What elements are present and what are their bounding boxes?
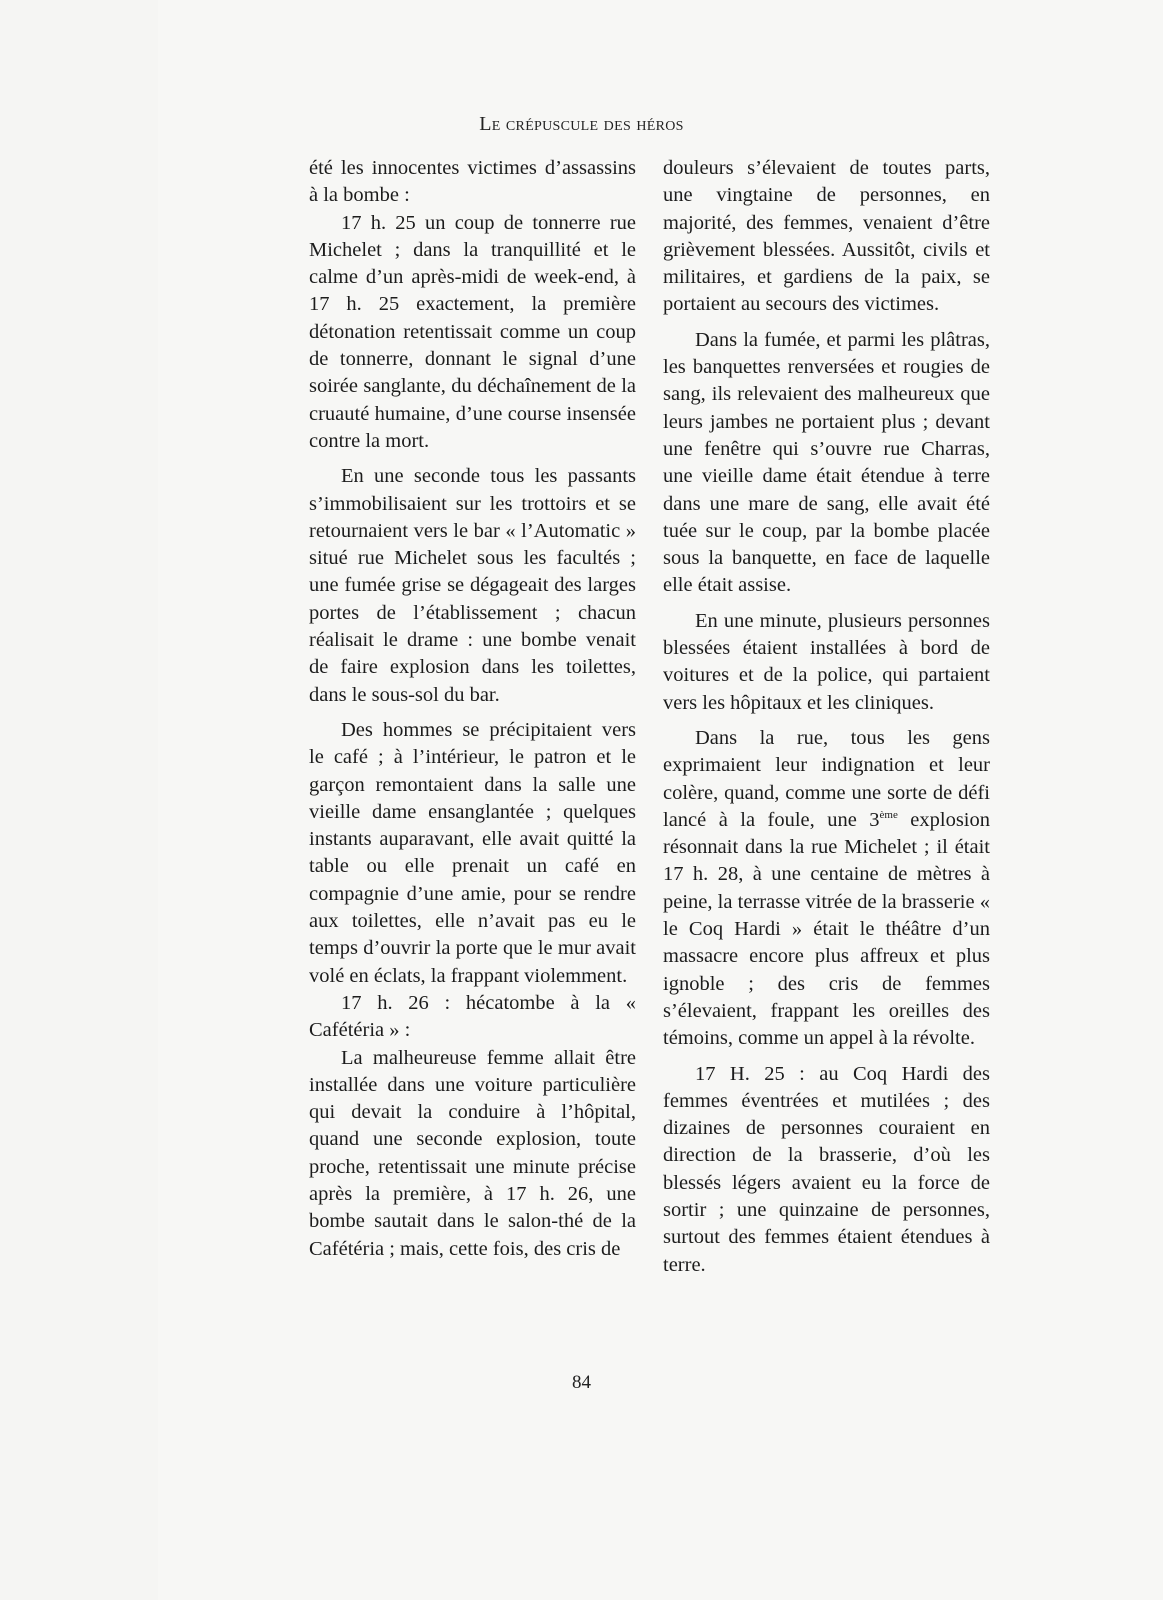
section-heading-paragraph: 17 h. 26 : hécatombe à la « Cafétéria » : (309, 991, 636, 1042)
paragraph: La malheureuse femme allait être installée dans une voiture particulière qui devait la conduire à l’hôpital, quand une seconde explosion, toute proche, retentissait une minute précise après la première, à 17 h. 26, une bombe sautait dans le salon-thé de la Cafétéria ; mais, cette fois, des cris de (309, 1046, 636, 1260)
paragraph: En une minute, plusieurs personnes blessées étaient installées à bord de voitures et de la police, qui partaient vers les hôpitaux et les cliniques. (663, 609, 990, 714)
paragraph: En une seconde tous les passants s’immobilisaient sur les trottoirs et se retournaient vers le bar « l’Automatic » situé rue Michelet sous les facultés ; une fumée grise se dégageait des larges portes de l’établissement ; chacun réalisait le drame : une bombe venait de faire explosion dans les toilettes, dans le sous-sol du bar. (309, 465, 636, 706)
paragraph: Dans la fumée, et parmi les plâtras, les banquettes renversées et rougies de sang, ils relevaient des malheureux que leurs jambes ne portaient plus ; devant une fenêtre qui s’ouvre rue Charras, une vieille dame était étendue à terre dans une mare de sang, elle avait été tuée sur le coup, par la bombe placée sous la banquette, en face de laquelle elle était assise. (663, 328, 990, 597)
ordinal-superscript: ème (879, 809, 898, 821)
paragraph-text: explosion résonnait dans la rue Michelet ; il était 17 h. 28, à une centaine de mètres à peine, la terrasse vitrée de la brasserie « le Coq Hardi » était le théâtre d’un massacre encore plus affreux et plus ignoble ; des cris de femmes s’élevaient, frappant les oreilles des témoins, comme un appel à la révolte. (663, 808, 990, 1050)
paragraph: douleurs s’élevaient de toutes parts, une vingtaine de personnes, en majorité, des femmes, venaient d’être grièvement blessées. Aussitôt, civils et militaires, et gardiens de la paix, se portaient au secours des victimes. (663, 157, 990, 316)
right-column (663, 155, 990, 1279)
paragraph: été les innocentes victimes d’assassins à la bombe : (309, 157, 636, 207)
running-header: Le crépuscule des héros (479, 113, 684, 135)
paragraph (663, 725, 990, 1053)
paragraph-text: Dans la rue, tous les gens exprimaient leur indignation et leur colère, quand, comme une sorte de défi lancé à la foule, une 3 (663, 726, 990, 831)
paragraph: 17 H. 25 : au Coq Hardi des femmes éventrées et mutilées ; des dizaines de personnes couraient en direction de la brasserie, d’où les blessés légers avaient eu la force de sortir ; une quinzaine de personnes, surtout des femmes étaient étendues à terre. (663, 1062, 990, 1276)
paragraph: 17 h. 25 un coup de tonnerre rue Michelet ; dans la tranquillité et le calme d’un après-midi de week-end, à 17 h. 25 exactement, la première détonation retentissait comme un coup de tonnerre, donnant le signal d’une soirée sanglante, du déchaînement de la cruauté humaine, d’une course insensée contre la mort. (309, 211, 636, 452)
page-number: 84 (572, 1372, 591, 1393)
left-column (309, 155, 636, 1263)
paragraph: Des hommes se précipitaient vers le café ; à l’intérieur, le patron et le garçon remontaient dans la salle une vieille dame ensanglantée ; quelques instants auparavant, elle avait quitté la table ou elle prenait un café en compagnie d’une amie, pour se rendre aux toilettes, elle n’avait pas eu le temps d’ouvrir la porte que le mur avait volé en éclats, la frappant violemment. (309, 718, 636, 987)
